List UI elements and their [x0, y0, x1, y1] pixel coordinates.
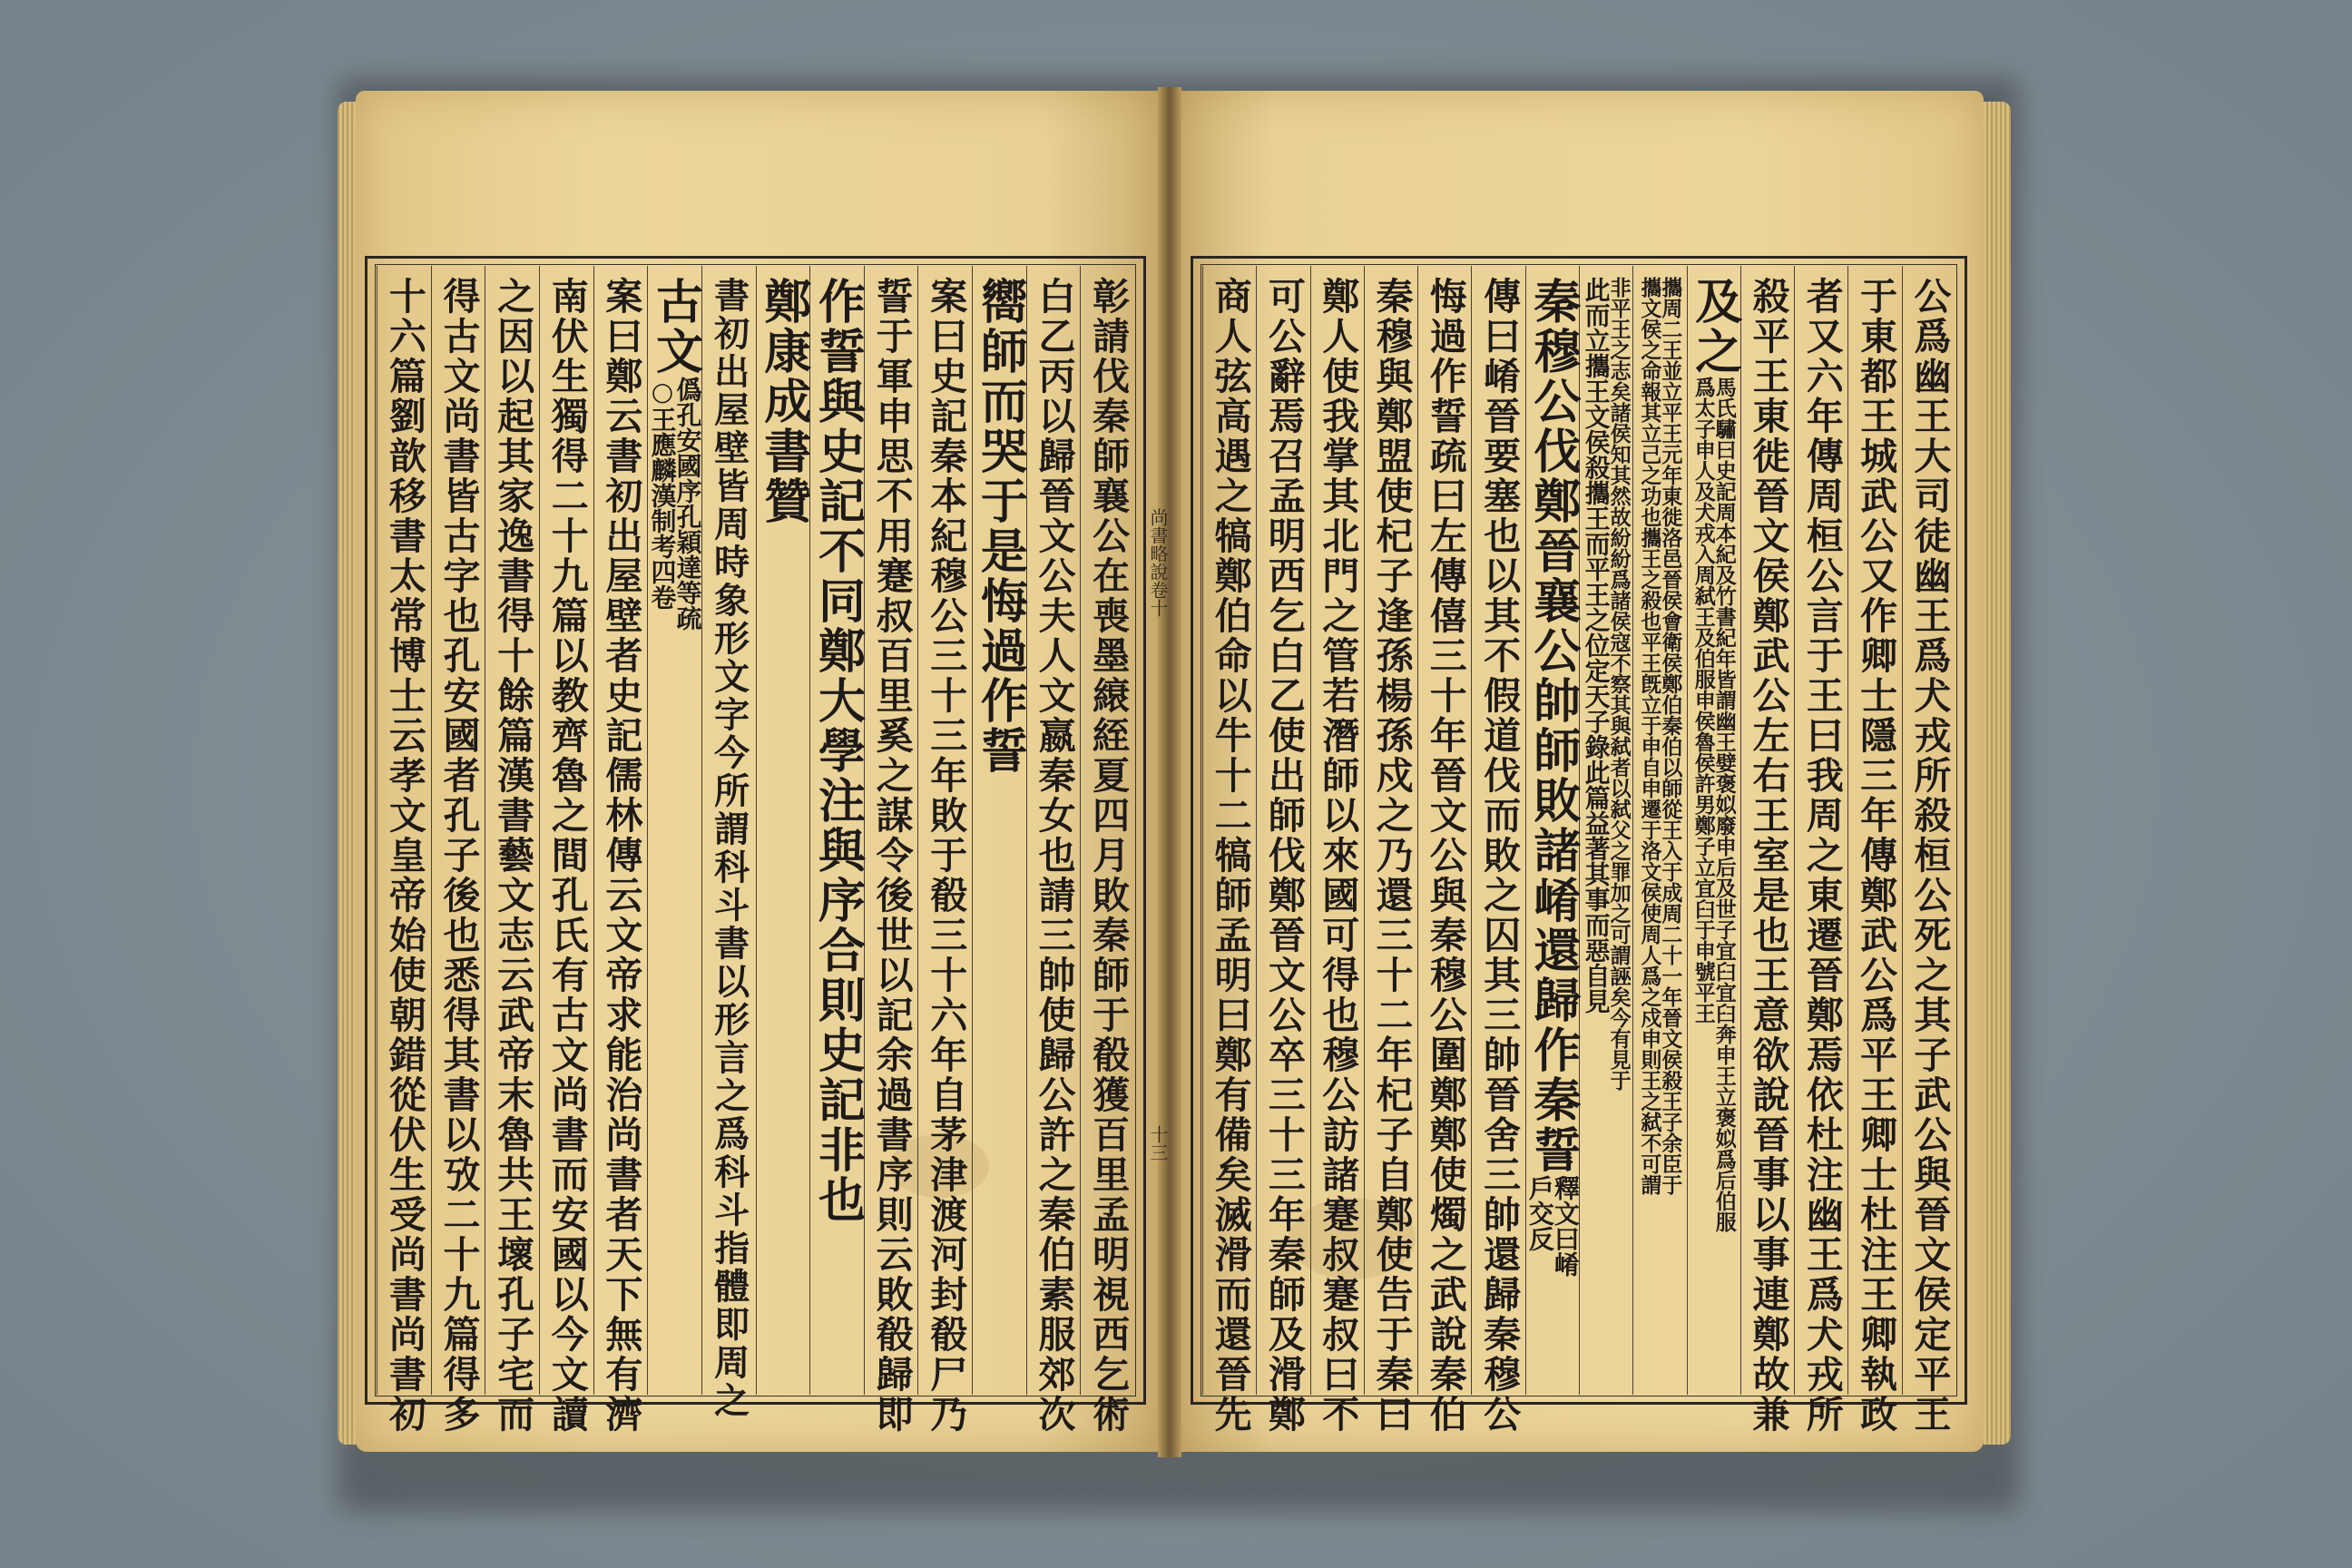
annotation-text: 攜文侯之命報其立己之功也攜王之殺也平王旣立于申自申遷于洛文侯使周人爲之戍申則王之弑不可謂 [1637, 277, 1662, 1195]
column-text: 于東都王城武公又作卿士隱三年傳鄭武公爲平王卿士杜注王卿執政 [1854, 277, 1898, 1435]
book-gutter [1158, 87, 1181, 1457]
text-column [377, 266, 431, 1435]
text-column [1080, 266, 1134, 1435]
column-text: 書初出屋壁皆周時象形文字今所謂科斗書以形言之爲科斗指體即周之 [708, 277, 750, 1420]
column-text: 殺平王東徙晉文侯鄭武公左右王室是也王意欲說晉事以事連鄭故兼 [1746, 277, 1790, 1435]
text-column [1902, 266, 1955, 1435]
annotation-text: 僞孔安國序孔穎達等疏 [672, 377, 703, 631]
text-column [539, 266, 593, 1435]
text-column [1794, 266, 1847, 1435]
column-text: 商人弦高遇之犒鄭伯命以牛十二犒師孟明曰鄭有備矣滅滑而還晉先 [1208, 277, 1252, 1435]
text-column [1256, 266, 1309, 1435]
annotation-pair [1639, 277, 1681, 1195]
text-column [1026, 266, 1081, 1435]
text-column [1579, 266, 1632, 1395]
left-columns [377, 266, 1134, 1435]
fold-title: 尚書略說卷十 [1147, 508, 1169, 617]
column-text: 誓于軍申思不用蹇叔百里奚之謀令後世以記余過書序則云敗殽歸即 [869, 277, 914, 1435]
column-text: 作誓與史記不同鄭大學注與序合則史記非也 [809, 277, 866, 1225]
text-column [1471, 266, 1524, 1435]
column-text: 秦穆公伐鄭晉襄公帥師敗諸崤還歸作秦誓 [1524, 277, 1581, 1175]
column-text: 鄭康成書贊 [755, 277, 811, 526]
column-text: 公爲幽王大司徒幽王爲犬戎所殺桓公死之其子武公與晉文侯定平王 [1907, 277, 1952, 1435]
left-text-frame [365, 256, 1146, 1435]
column-text: 彰請伐秦師襄公在喪墨縗絰夏四月敗秦師于殽獲百里孟明視西乞術 [1086, 277, 1131, 1435]
annotation-text: ○王應麟漢制考四卷 [647, 377, 678, 610]
column-text: 南伏生獨得二十九篇以教齊魯之間孔氏有古文尚書而安國以今文讀 [544, 277, 589, 1435]
column-text: 古文 [647, 277, 703, 377]
text-column [485, 266, 539, 1435]
column-text: 案曰鄭云書初出屋壁者史記儒林傳云文帝求能治尚書者天下無有濟 [599, 277, 643, 1435]
column-text: 傳曰崤晉要塞也以其不假道伐而敗之囚其三帥晉舍三帥還歸秦穆公 [1477, 277, 1522, 1435]
annotation-text: 攜周二王並立平王元年東徙洛邑晉侯會衛侯鄭伯秦伯以師從王入于成周二十一年晉文侯殺王子余臣于 [1658, 277, 1683, 1195]
annotation-text: 爲太子申人及犬戎入周弑王及伯服申侯魯侯許男鄭子立宜臼于申號平王 [1690, 377, 1716, 1024]
text-column [809, 266, 864, 1395]
column-text: 悔過作誓疏曰左傳僖三十年晉文公與秦穆公圍鄭鄭使燭之武說秦伯 [1423, 277, 1467, 1435]
column-text: 可公辭焉召孟明西乞白乙使出師伐鄭晉文公卒三十三年秦師及滑鄭 [1261, 277, 1306, 1435]
column-text: 嚮師而哭于是悔過作誓 [972, 277, 1028, 776]
text-column [972, 266, 1026, 1395]
page-edges-left [338, 102, 358, 1445]
text-column [701, 266, 756, 1420]
annotation-text: 馬氏驌曰史記周本紀及竹書紀年皆謂幽王嬖褒姒廢申后及世子宜臼宜臼奔申王立褒姒爲后伯服 [1711, 377, 1737, 1232]
annotation-text: 釋文曰崤 [1550, 1175, 1581, 1277]
text-column [647, 266, 701, 1395]
right-text-frame [1191, 256, 1967, 1435]
text-column [1417, 266, 1471, 1435]
text-column [1632, 266, 1686, 1395]
right-columns [1202, 266, 1955, 1435]
text-column [431, 266, 485, 1435]
annotation-pair [647, 377, 703, 631]
column-text: 得古文尚書皆古字也孔安國者孔子後也悉得其書以攷二十九篇得多 [436, 277, 481, 1435]
text-column [1687, 266, 1740, 1395]
fold-page-number: 十三 [1147, 1125, 1169, 1161]
text-column [1740, 266, 1794, 1435]
column-text: 者又六年傳周桓公言于王曰我周之東遷晉鄭焉依杜注幽王爲犬戎所 [1799, 277, 1844, 1435]
annotation-pair [1524, 1175, 1581, 1277]
column-text: 秦穆與鄭盟使杞子逢孫楊孫戍之乃還三十二年杞子自鄭使告于秦曰 [1369, 277, 1414, 1435]
column-text: 案曰史記秦本紀穆公三十三年敗于殽三十六年自茅津渡河封殽尸乃 [924, 277, 968, 1435]
text-column [917, 266, 972, 1435]
column-text: 之因以起其家逸書得十餘篇漢書藝文志云武帝末魯共王壞孔子宅而 [491, 277, 535, 1435]
annotation-pair [1583, 277, 1630, 1091]
annotation-text: 非平王之志矣諸侯知其然故紛紛爲諸侯寇不察其與弑者以弑父之罪加之可謂誣矣今有見于 [1606, 277, 1632, 1091]
text-column [1364, 266, 1417, 1435]
text-column [756, 266, 810, 1395]
text-column [1202, 266, 1256, 1435]
page-edges-right [1984, 102, 2011, 1445]
column-text: 鄭人使我掌其北門之管若潛師以來國可得也穆公訪諸蹇叔蹇叔曰不 [1316, 277, 1360, 1435]
text-column [1847, 266, 1901, 1435]
text-column [1525, 266, 1579, 1395]
annotation-text: 戶交反 [1524, 1175, 1555, 1251]
annotation-text: 此而立攜王文侯殺攜王而平王之位定天子錄此篇益著其事而惡自見 [1581, 277, 1612, 1014]
column-text: 十六篇劉歆移書太常博士云孝文皇帝始使朝錯從伏生受尚書尚書初 [382, 277, 426, 1435]
text-column [1310, 266, 1364, 1435]
text-column [593, 266, 648, 1435]
column-text: 及之 [1686, 277, 1742, 377]
annotation-pair [1690, 377, 1737, 1232]
text-column [864, 266, 918, 1435]
column-text: 白乙丙以歸晉文公夫人文嬴秦女也請三帥使歸公許之秦伯素服郊次 [1032, 277, 1076, 1435]
